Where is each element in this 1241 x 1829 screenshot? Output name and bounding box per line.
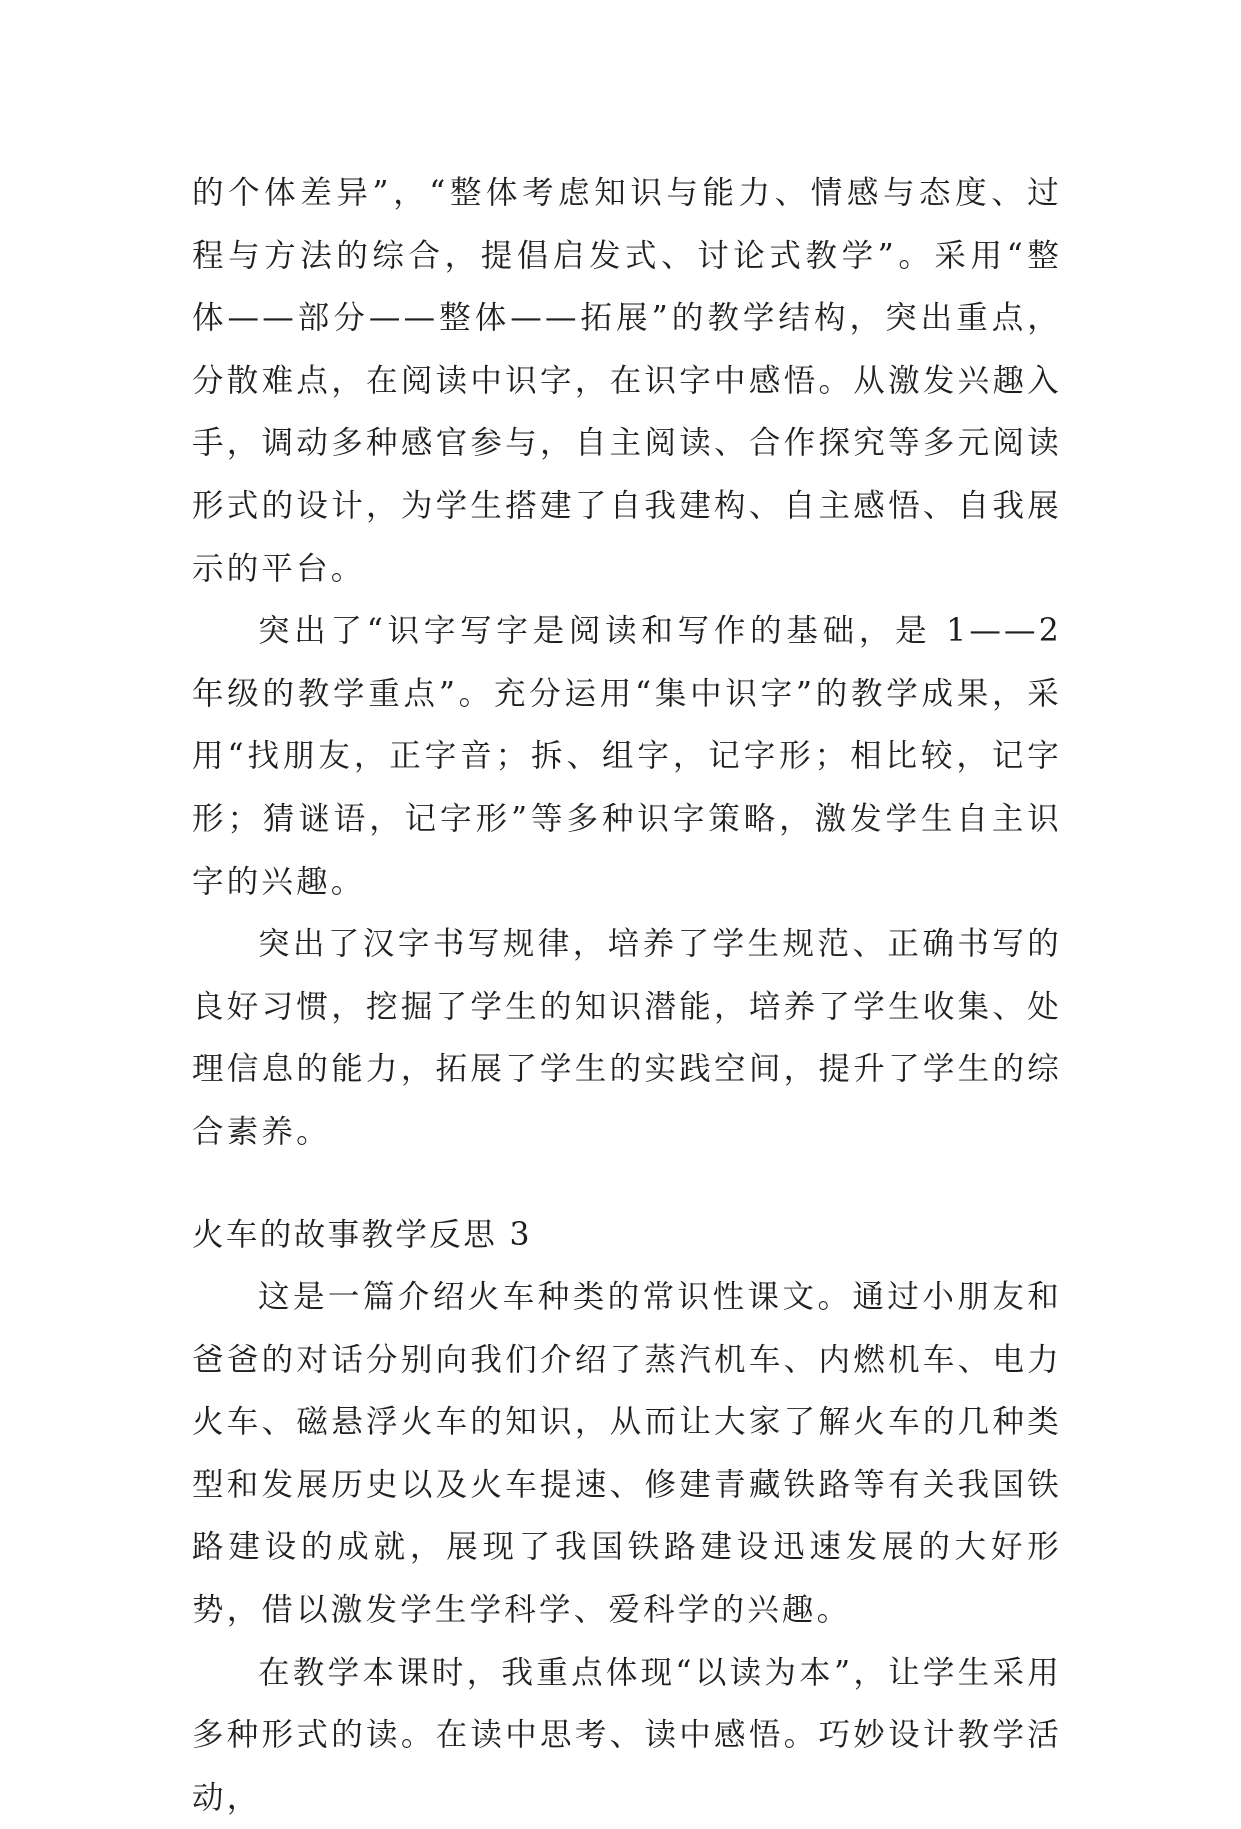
document-body [192,162,1062,1829]
paragraph-writing: 突出了汉字书写规律，培养了学生规范、正确书写的良好习惯，挖掘了学生的知识潜能，培养了学生收集、处理信息的能力，拓展了学生的实践空间，提升了学生的综合素养。 [192,926,1062,1150]
paragraph-teaching: 在教学本课时，我重点体现“以读为本”，让学生采用多种形式的读。在读中思考、读中感悟。巧妙设计教学活动， [192,1654,1062,1816]
paragraph-intro: 这是一篇介绍火车种类的常识性课文。通过小朋友和爸爸的对话分别向我们介绍了蒸汽机车、内燃机车、电力火车、磁悬浮火车的知识，从而让大家了解火车的几种类型和发展历史以及火车提速、修建青藏铁路等有关我国铁路建设的成就，展现了我国铁路建设迅速发展的大好形势，借以激发学生学科学、爱科学的兴趣。 [192,1279,1062,1629]
section-title: 火车的故事教学反思 3 [192,1216,532,1253]
paragraph-continued: 的个体差异”，“整体考虑知识与能力、情感与态度、过程与方法的综合，提倡启发式、讨论式教学”。采用“整体——部分——整体——拓展”的教学结构，突出重点，分散难点，在阅读中识字，在识字中感悟。从激发兴趣入手，调动多种感官参与，自主阅读、合作探究等多元阅读形式的设计，为学生搭建了自我建构、自主感悟、自我展示的平台。 [192,175,1062,587]
paragraph-literacy: 突出了“识字写字是阅读和写作的基础，是 1——2 年级的教学重点”。充分运用“集中识字”的教学成果，采用“找朋友，正字音；拆、组字，记字形；相比较，记字形；猜谜语，记字形”等多种识字策略，激发学生自主识字的兴趣。 [192,613,1062,900]
